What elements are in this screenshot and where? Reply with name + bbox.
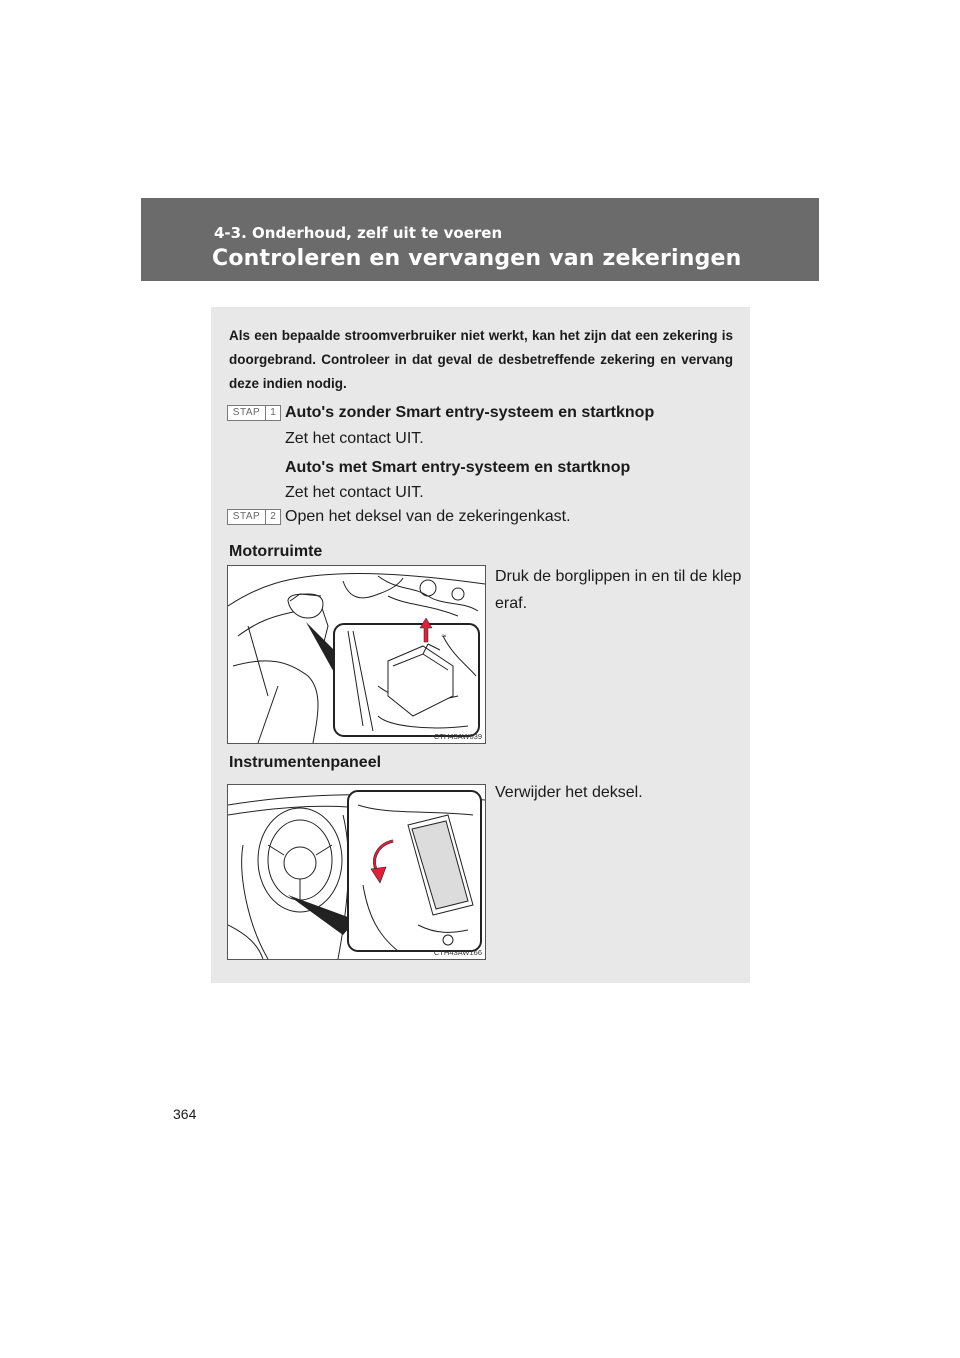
step-number: 1 [270,407,276,418]
step-label: STAP [228,406,266,420]
section-label: 4-3. Onderhoud, zelf uit te voeren [214,224,503,242]
step-1-heading-b: Auto's met Smart entry-systeem en startknop [285,459,631,476]
intro-text: Als een bepaalde stroomverbruiker niet werkt, kan het zijn dat een zekering is doorgebrand. Controleer in dat geval de desbetreffende zekering en vervang deze indien nodig. [229,328,733,391]
page-title: Controleren en vervangen van zekeringen [212,246,742,271]
motor-instruction: Druk de borglippen in en til de klep eraf. [495,568,742,612]
dashboard-heading: Instrumentenpaneel [229,754,382,771]
step-number: 2 [270,511,276,522]
image-code: CTH43AW039 [433,732,482,741]
step-2-text: Open het deksel van de zekeringenkast. [285,508,571,525]
dashboard-illustration [227,784,486,960]
engine-bay-drawing [228,566,485,743]
step-2-badge [227,509,281,525]
step-label: STAP [228,510,266,524]
motor-heading: Motorruimte [229,543,323,560]
step-1-heading-a: Auto's zonder Smart entry-systeem en startknop [285,404,655,421]
step-1-badge [227,405,281,421]
dashboard-instruction: Verwijder het deksel. [495,784,643,801]
svg-text:≈: ≈ [441,632,447,640]
dashboard-drawing [228,785,485,959]
content-box [211,307,750,983]
section-header [141,198,819,281]
page-number: 364 [173,1106,197,1122]
engine-bay-illustration [227,565,486,744]
step-1-text-b: Zet het contact UIT. [285,484,424,501]
image-code: CTH43AW166 [433,948,482,957]
step-1-text-a: Zet het contact UIT. [285,430,424,447]
